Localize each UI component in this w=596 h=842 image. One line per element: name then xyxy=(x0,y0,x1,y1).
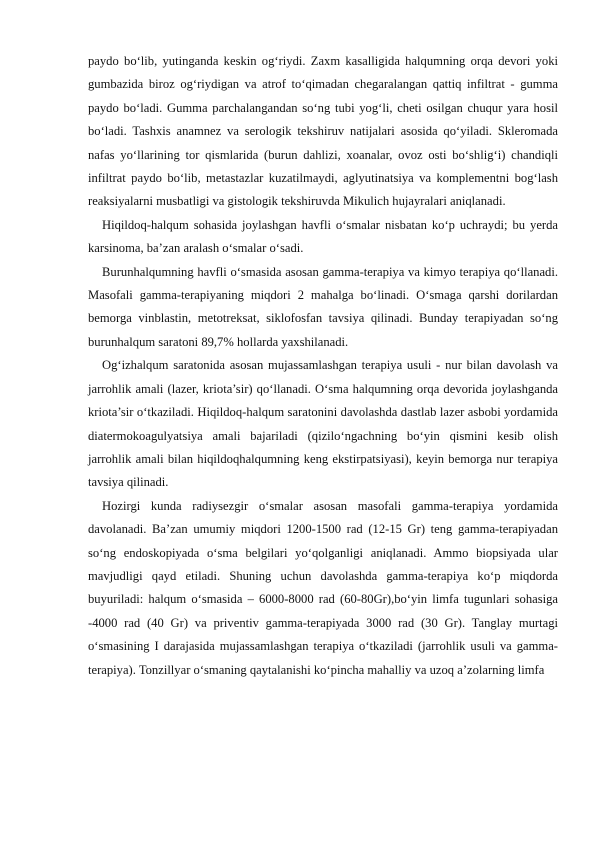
paragraph-syphilis-scleroma: paydo bo‘lib, yutinganda keskin og‘riydi. Zaxm kasalligida halqumning orqa devori yoki gumbazida biroz og‘riydigan va atrof to‘qimadan chegaralangan qattiq infiltrat - gumma paydo bo‘ladi. Gumma parchalangandan so‘ng tubi yog‘li, cheti osilgan chuqur yara hosil bo‘ladi. Tashxis anamnez va serologik tekshiruv natijalari asosida qo‘yiladi. Skleromada nafas yo‘llarining tor qismlarida (burun dahlizi, xoanalar, ovoz osti bo‘shlig‘i) chandiqli infiltrat paydo bo‘lib, metastazlar kuzatilmaydi, aglyutinatsiya va komplementni bog‘lash reaksiyalarni musbatligi va gistologik tekshiruvda Mikulich hujayralari aniqlanadi. xyxy=(88,54,558,209)
paragraph-hypopharynx-tumors: Hiqildoq-halqum sohasida joylashgan havfli o‘smalar nisbatan ko‘p uchraydi; bu yerda karsinoma, ba’zan aralash o‘smalar o‘sadi. xyxy=(88,217,558,256)
paragraph-gamma-therapy: Hozirgi kunda radiysezgir o‘smalar asosan masofali gamma-terapiya yordamida davolanadi. Ba’zan umumiy miqdori 1200-1500 rad (12-15 Gr) teng gamma-terapiyadan so‘ng endoskopiyada o‘sma belgilari yo‘qolganligi aniqlanadi. Ammo biopsiyada ular mavjudligi qayd etiladi. Shuning uchun davolashda gamma-terapiya ko‘p miqdorda buyuriladi: halqum o‘smasida – 6000-8000 rad (60-80Gr),bo‘yin limfa tugunlari sohasiga -4000 rad (40 Gr) va priventiv gamma-terapiyada 3000 rad (30 Gr). Tanglay murtagi o‘smasining I darajasida mujassamlashgan terapiya o‘tkaziladi (jarrohlik usuli va gamma-terapiya). Tonzillyar o‘smaning qaytalanishi ko‘pincha mahalliy va uzoq a’zolarning limfa xyxy=(88,498,558,677)
paragraph-oropharynx-treatment: Og‘izhalqum saratonida asosan mujassamlashgan terapiya usuli - nur bilan davolash va jarrohlik amali (lazer, kriota’sir) qo‘llanadi. O‘sma halqumning orqa devorida joylashganda kriota’sir o‘tkaziladi. Hiqildoq-halqum saratonini davolashda dastlab lazer asbobi yordamida diatermokoagulyatsiya amali bajariladi (qizilo‘ngachning bo‘yin qismini kesib olish jarrohlik amali bilan hiqildoqhalqumning keng ekstirpatsiyasi), keyin bemorga nur terapiya tavsiya qilinadi. xyxy=(88,358,558,490)
document-page xyxy=(88,50,558,682)
paragraph-nasopharynx-treatment: Burunhalqumning havfli o‘smasida asosan gamma-terapiya va kimyo terapiya qo‘llanadi. Masofali gamma-terapiyaning miqdori 2 mahalga bo‘linadi. O‘smaga qarshi dorilardan bemorga vinblastin, metotreksat, siklofosfan tavsiya qilinadi. Bunday terapiyadan so‘ng burunhalqum saratoni 89,7% hollarda yaxshilanadi. xyxy=(88,264,558,349)
